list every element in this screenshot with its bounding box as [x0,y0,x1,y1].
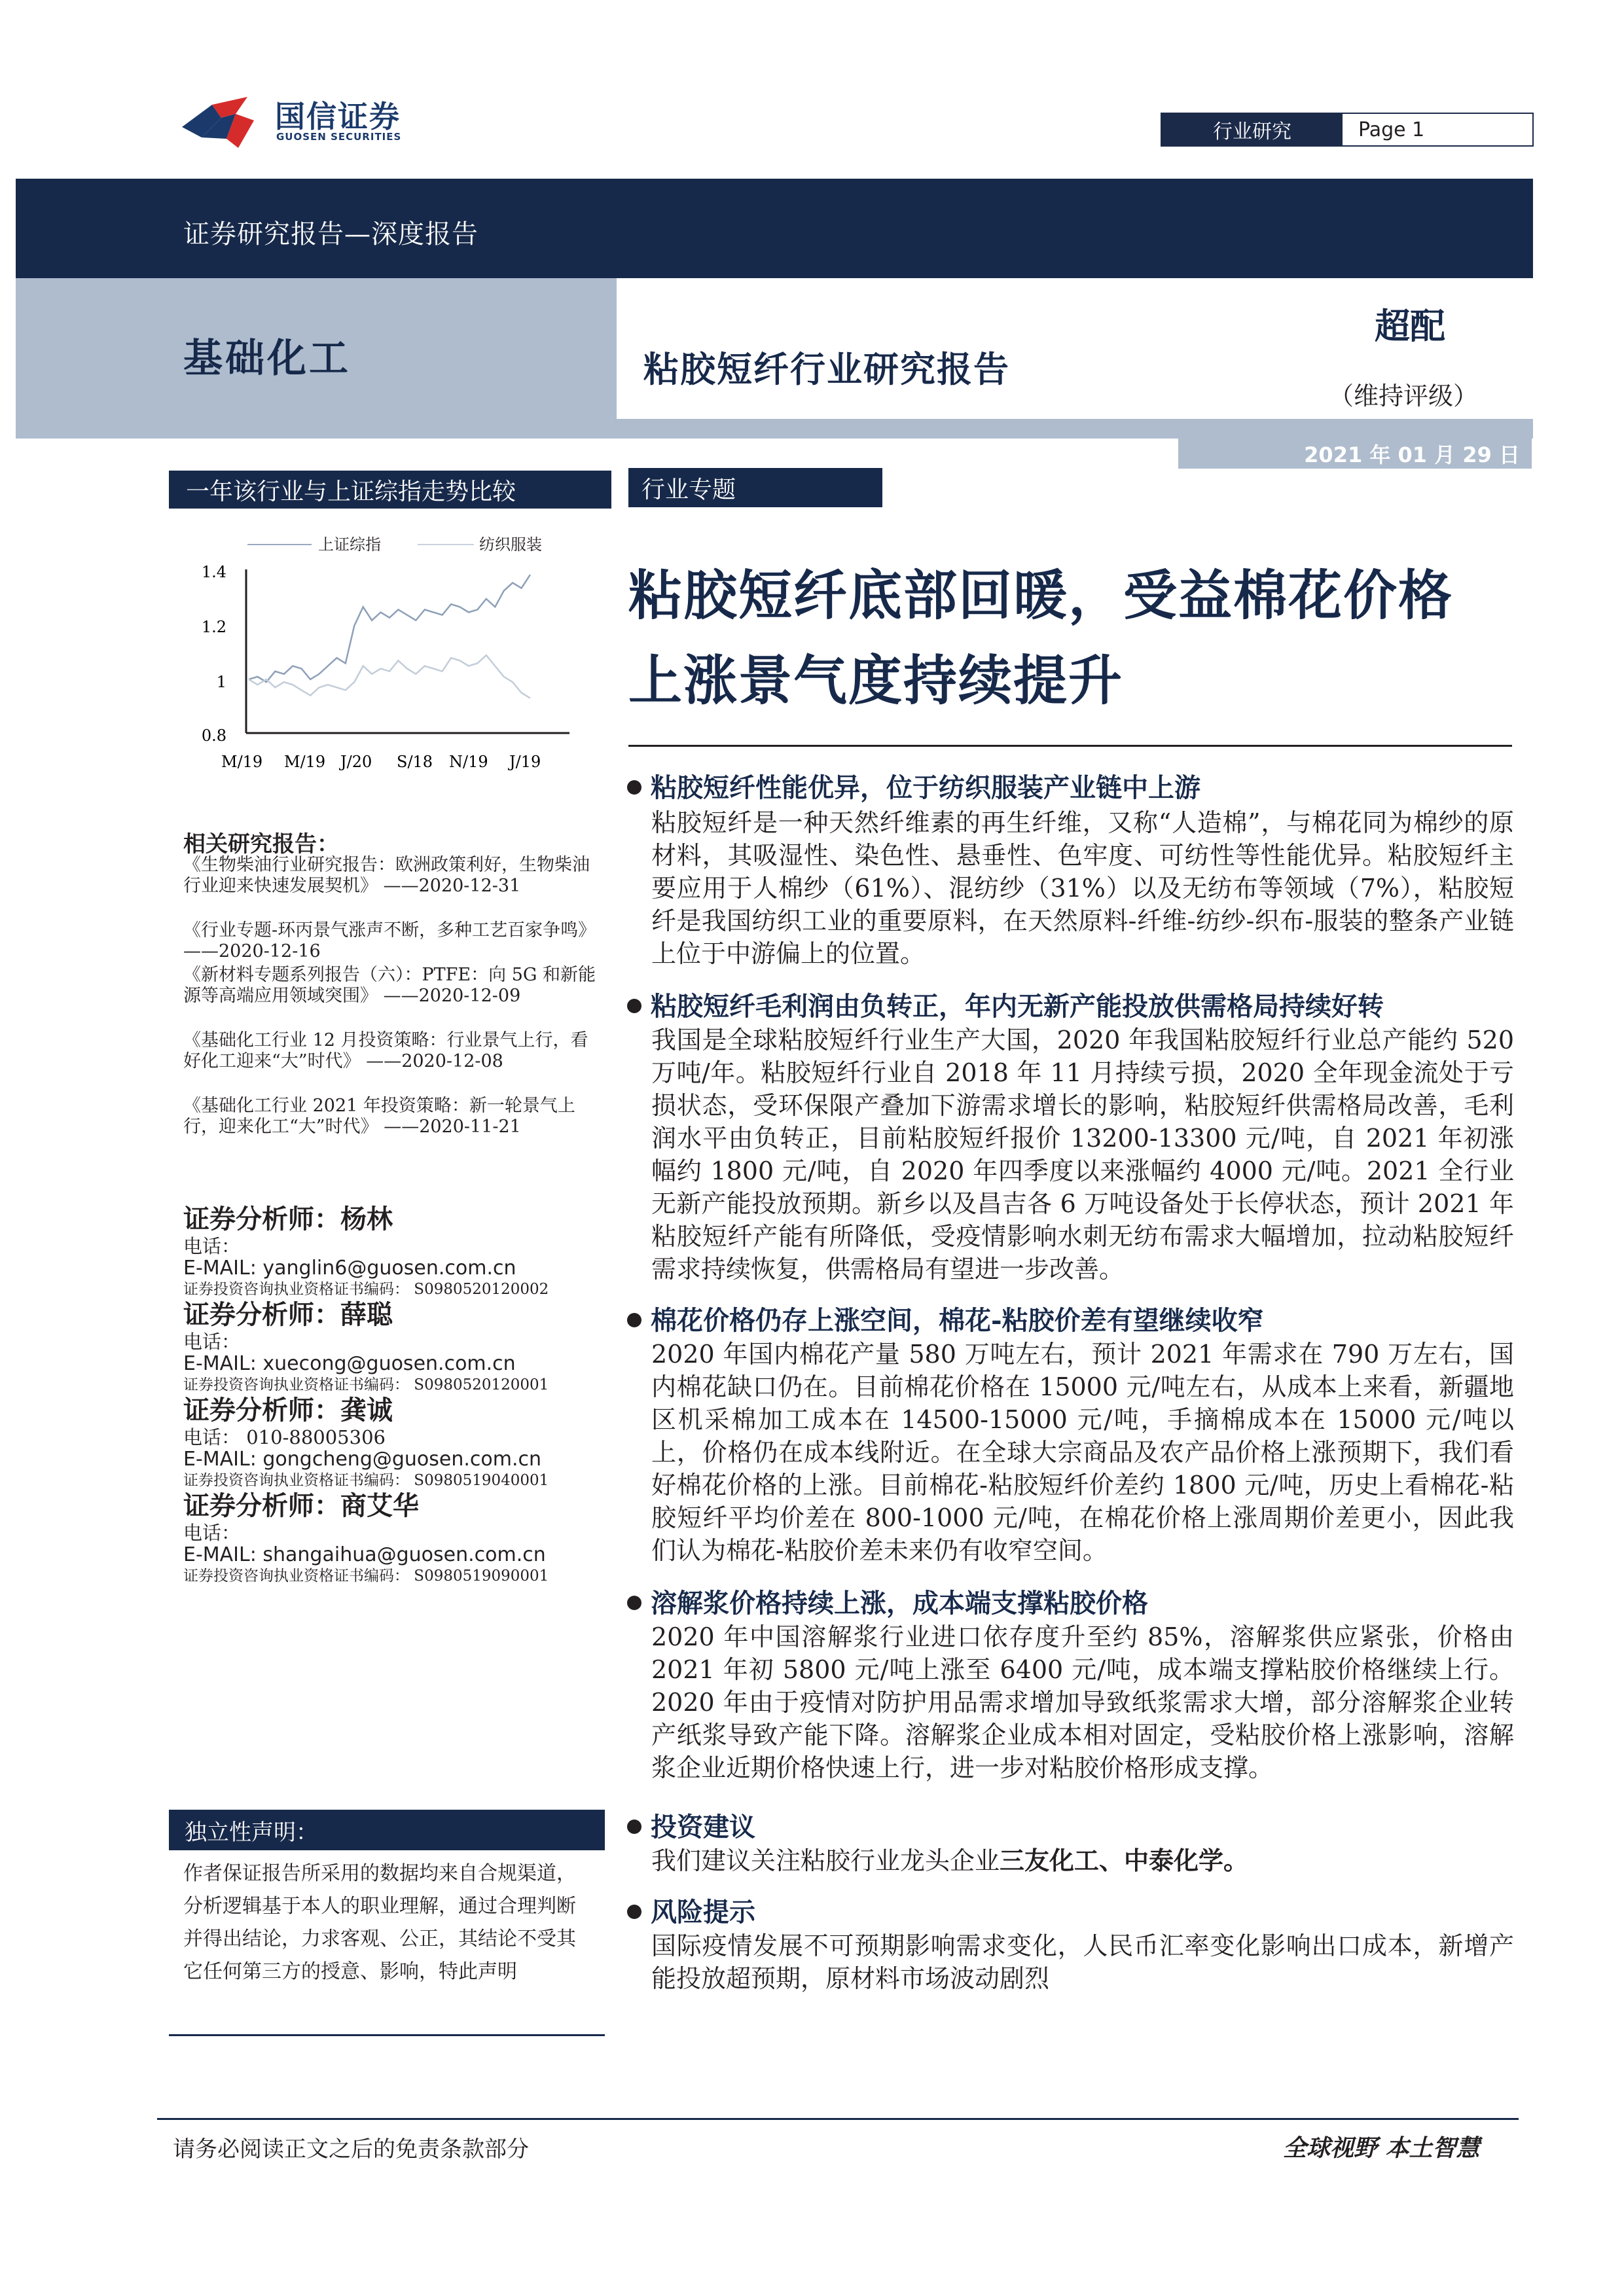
related-report-item[interactable]: 《基础化工行业 12 月投资策略：行业景气上行，看好化工迎来“大”时代》 ——2020-12-08 [183,1030,588,1071]
section-heading: 溶解浆价格持续上涨，成本端支撑粘胶价格 [627,1583,1148,1620]
section-body: 国际疫情发展不可预期影响需求变化，人民币汇率变化影响出口成本，新增产能投放超预期，原材料市场波动剧烈 [651,1931,1514,1993]
headline-line-1: 粘胶短纤底部回暖，受益棉花价格 [628,564,1454,627]
bullet-icon [627,1313,641,1327]
x-tick: N/19 [449,753,488,771]
rating: 超配 [1375,305,1445,347]
analyst-license: 证券投资咨询执业资格证书编码： S0980520120001 [183,1376,549,1393]
series-line-index [249,575,530,682]
trend-chart [169,517,611,779]
footer-disclaimer[interactable]: 请务必阅读正文之后的免责条款部分 [173,2136,529,2162]
independence-title: 独立性声明： [169,1810,605,1850]
logo-text-en: GUOSEN SECURITIES [276,131,402,143]
report-date: 2021 年 01 月 29 日 [1178,439,1532,469]
report-subject: 粘胶短纤行业研究报告 [643,348,1010,390]
x-tick: J/20 [340,753,372,771]
analyst-name: 证券分析师：商艾华 [183,1490,419,1521]
analyst-phone: 电话： [183,1331,241,1353]
bullet-icon [627,1820,641,1834]
section-heading: 风险提示 [627,1892,755,1929]
category-label: 行业研究 [1162,114,1343,145]
headline-divider [628,745,1512,747]
y-tick: 1 [216,673,226,691]
analyst-phone: 电话： [183,1522,241,1544]
footer-divider [157,2118,1519,2120]
analyst-license: 证券投资咨询执业资格证书编码： S0980519090001 [183,1568,549,1585]
rating-note: （维持评级） [1329,382,1479,410]
x-tick: J/19 [509,753,541,771]
analyst-email[interactable]: E-MAIL: shangaihua@guosen.com.cn [183,1543,546,1566]
y-tick: 1.4 [201,563,226,581]
section-body: 2020 年中国溶解浆行业进口依存度升至约 85%，溶解浆供应紧张，价格由 2021 年初 5800 元/吨上涨至 6400 元/吨，成本端支撑粘胶价格继续上行。2020 年由于疫情对防护用品需求增加导致纸浆需求大增，部分溶解浆企业转产纸浆导致产能下降。溶解浆企业成本相对固定，受粘胶价格上涨影响，溶解浆企业近期价格快速上行，进一步对粘胶价格形成支撑。 [651,1623,1514,1782]
headline-line-2: 上涨景气度持续提升 [628,649,1124,712]
bullet-icon [627,1596,641,1610]
date-band [617,419,1533,439]
footer-slogan: 全球视野 本土智慧 [1283,2134,1480,2162]
series-line-textile [249,655,530,698]
x-tick: M/19 [284,753,326,771]
analyst-name: 证券分析师：薛聪 [183,1299,393,1330]
analyst-phone: 电话： 010-88005306 [183,1426,386,1448]
section-body: 粘胶短纤是一种天然纤维素的再生纤维，又称“人造棉”，与棉花同为棉纱的原材料，其吸湿性、染色性、悬垂性、色牢度、可纺性等性能优异。粘胶短纤主要应用于人棉纱（61%）、混纺纱（31%）以及无纺布等领域（7%），粘胶短纤是我国纺织工业的重要原料，在天然原料-纤维-纺纱-织布-服装的整条产业链上位于中游偏上的位置。 [651,808,1514,968]
related-report-item[interactable]: 《行业专题-环丙景气涨声不断，多种工艺百家争鸣》 ——2020-12-16 [183,920,596,961]
y-tick: 0.8 [201,726,226,745]
section-heading: 投资建议 [627,1806,755,1844]
logo-text-cn: 国信证券 [275,99,401,134]
y-tick: 1.2 [201,618,226,636]
headline [628,553,1525,723]
section-heading: 粘胶短纤毛利润由负转正，年内无新产能投放供需格局持续好转 [627,986,1384,1023]
legend-textile: 纺织服装 [479,535,542,554]
industry-name: 基础化工 [183,336,351,382]
analyst-name: 证券分析师：龚诚 [183,1395,393,1426]
independence-text: 作者保证报告所采用的数据均来自合规渠道，分析逻辑基于本人的职业理解，通过合理判断并得出结论，力求客观、公正，其结论不受其它任何第三方的授意、影响，特此声明 [183,1862,576,1983]
report-type: 证券研究报告—深度报告 [183,219,478,249]
x-tick: M/19 [221,753,263,771]
analyst-email[interactable]: E-MAIL: xuecong@guosen.com.cn [183,1352,516,1375]
recommended-stocks: 三友化工、中泰化学。 [1000,1846,1249,1875]
related-report-item[interactable]: 《基础化工行业 2021 年投资策略：新一轮景气上行，迎来化工“大”时代》 ——2020-11-21 [183,1096,575,1137]
section-body: 我们建议关注粘胶行业龙头企业三友化工、中泰化学。 [651,1846,1249,1875]
analyst-email[interactable]: E-MAIL: gongcheng@guosen.com.cn [183,1448,542,1471]
related-report-item[interactable]: 《生物柴油行业研究报告：欧洲政策利好，生物柴油行业迎来快速发展契机》 ——2020-12-31 [183,855,590,896]
independence-divider [169,2034,605,2036]
section-heading: 粘胶短纤性能优异，位于纺织服装产业链中上游 [627,767,1200,804]
section-body: 我国是全球粘胶短纤行业生产大国，2020 年我国粘胶短纤行业总产能约 520 万吨/年。粘胶短纤行业自 2018 年 11 月持续亏损，2020 全年现金流处于亏损状态，受环保限产叠加下游需求增长的影响，粘胶短纤供需格局改善，毛利润水平由负转正，目前粘胶短纤报价 13200-13300 元/吨，自 2021 年初涨幅约 1800 元/吨，自 2020 年四季度以来涨幅约 4000 元/吨。2021 全行业无新产能投放预期。新乡以及昌吉各 6 万吨设备处于长停状态，预计 2021 年粘胶短纤产能有所降低，受疫情影响水刺无纺布需求大幅增加，拉动粘胶短纤需求持续恢复，供需格局有望进一步改善。 [651,1026,1514,1283]
x-tick: S/18 [397,753,433,771]
legend-index: 上证综指 [318,535,381,554]
analyst-block [183,1394,615,1492]
section-heading: 棉花价格仍存上涨空间，棉花-粘胶价差有望继续收窄 [627,1300,1264,1337]
bullet-icon [627,999,641,1013]
analyst-block [183,1490,615,1587]
analyst-phone: 电话： [183,1235,241,1257]
analyst-block [183,1299,615,1396]
topic-tag: 行业专题 [628,468,882,507]
page-number: Page 1 [1358,118,1425,141]
analyst-email[interactable]: E-MAIL: yanglin6@guosen.com.cn [183,1257,516,1280]
analyst-license: 证券投资咨询执业资格证书编码： S0980520120002 [183,1281,549,1298]
chart-title: 一年该行业与上证综指走势比较 [169,471,611,509]
related-report-item[interactable]: 《新材料专题系列报告（六）：PTFE：向 5G 和新能源等高端应用领域突围》 ——2020-12-09 [183,965,596,1006]
analyst-block [183,1203,615,1300]
analyst-name: 证券分析师：杨林 [183,1204,393,1234]
bullet-icon [627,1905,641,1919]
analyst-license: 证券投资咨询执业资格证书编码： S0980519040001 [183,1472,549,1489]
related-reports-title: 相关研究报告： [183,831,339,857]
section-body: 2020 年国内棉花产量 580 万吨左右，预计 2021 年需求在 790 万左右，国内棉花缺口仍在。目前棉花价格在 15000 元/吨左右，从成本上来看，新疆地区机采棉加工成本在 14500-15000 元/吨，手摘棉成本在 15000 元/吨以上，价格仍在成本线附近。在全球大宗商品及农产品价格上涨预期下，我们看好棉花价格的上涨。目前棉花-粘胶短纤价差约 1800 元/吨，历史上看棉花-粘胶短纤平均价差在 800-1000 元/吨，在棉花价格上涨周期价差更小，因此我们认为棉花-粘胶价差未来仍有收窄空间。 [651,1340,1514,1565]
header-category-box [1161,113,1534,147]
bullet-icon [627,780,641,795]
guosen-logo-icon [175,92,267,154]
